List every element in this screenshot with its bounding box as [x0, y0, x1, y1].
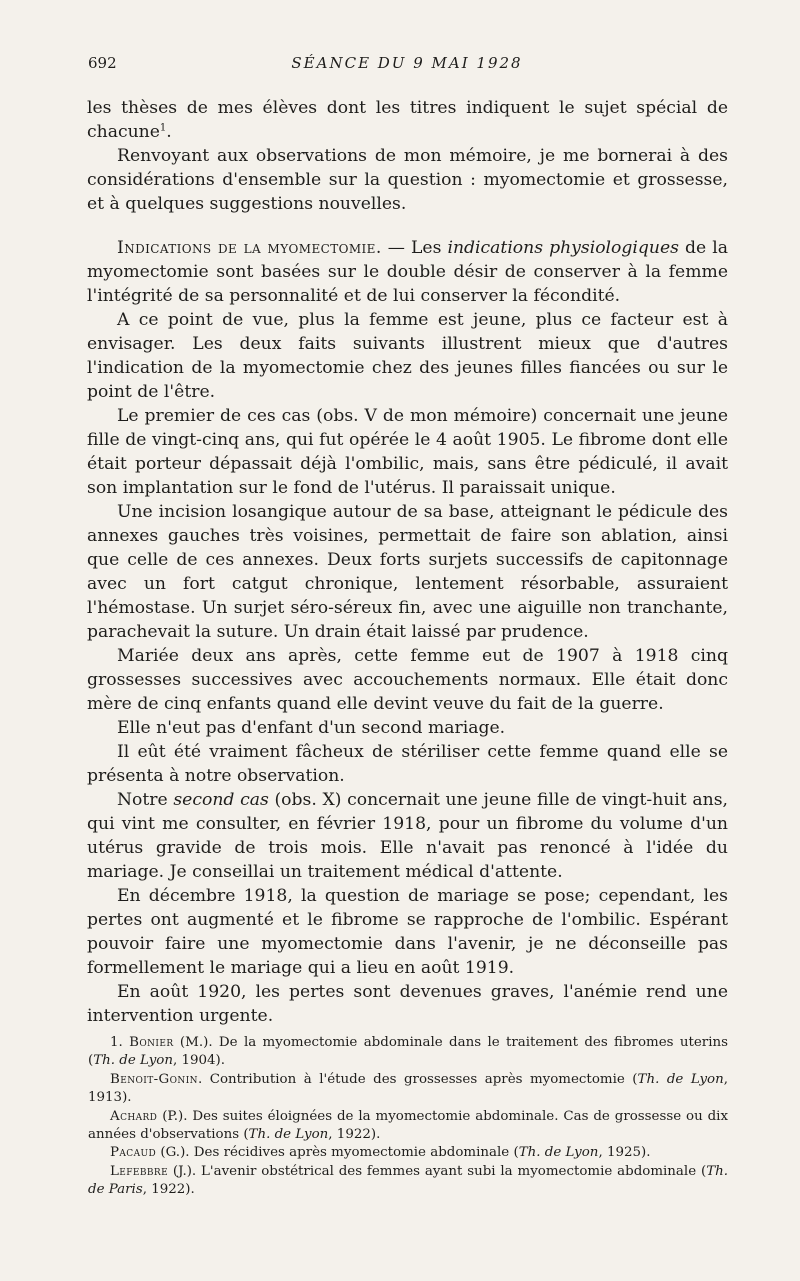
- paragraph: Il eût été vraiment fâcheux de stériliser cette femme quand elle se présenta à notre observation.: [87, 742, 728, 786]
- footnote-author: Pacaud: [110, 1145, 157, 1161]
- paragraph: Mariée deux ans après, cette femme eut de 1907 à 1918 cinq grossesses successives avec accouchements normaux. Elle était donc mère de cinq enfants quand elle devint veuve du fait de la guerre.: [87, 646, 728, 714]
- paragraph: Notre second cas (obs. X) concernait une jeune fille de vingt-huit ans, qui vint me consulter, en février 1918, pour un fibrome du volume d'un utérus gravide de trois mois. Elle n'avait pas renoncé à l'idée du mariage. Je conseillai un traitement médical d'attente.: [87, 790, 728, 882]
- paragraph: Une incision losangique autour de sa base, atteignant le pédicule des annexes gauches très voisines, permettait de faire son ablation, ainsi que celle de ces annexes. Deux forts surjets successifs de capitonnage avec un fort catgut chronique, lentement résorbable, assuraient l'hémostase. Un surjet séro-séreux fin, avec une aiguille non tranchante, parachevait la suture. Un drain était laissé par prudence.: [87, 502, 728, 642]
- footnote: Pacaud (G.). Des récidives après myomectomie abdominale (Th. de Lyon, 1925).: [110, 1145, 651, 1161]
- running-title: SÉANCE DU 9 MAI 1928: [291, 54, 523, 72]
- paragraph: Le premier de ces cas (obs. V de mon mémoire) concernait une jeune fille de vingt-cinq ans, qui fut opérée le 4 août 1905. Le fibrome dont elle était porteur dépassait déjà l'ombilic, mais, sans être pédiculé, il avait son implantation sur le fond de l'utérus. Il paraissait unique.: [87, 406, 728, 498]
- paragraph: Renvoyant aux observations de mon mémoire, je me bornerai à des considérations d'ensemble sur la question : myomectomie et grossesse, et à quelques suggestions nouvelles.: [87, 146, 728, 214]
- footnotes: [88, 1034, 728, 1200]
- footnote-ref: 1: [159, 122, 167, 134]
- paragraph: A ce point de vue, plus la femme est jeune, plus ce facteur est à envisager. Les deux faits suivants illustrent mieux que d'autres l'indication de la myomectomie chez des jeunes filles fiancées ou sur le point de l'être.: [87, 310, 728, 402]
- section-heading: Indications de la myomectomie.: [117, 238, 382, 258]
- footnote: Lefebbre (J.). L'avenir obstétrical des femmes ayant subi la myomectomie abdominale (Th. de Paris, 1922).: [88, 1163, 728, 1198]
- footnote: Benoit-Gonin. Contribution à l'étude des grossesses après myomectomie (Th. de Lyon, 1913).: [88, 1071, 729, 1106]
- footnote-author: Lefebbre: [110, 1163, 169, 1179]
- paragraph: En décembre 1918, la question de mariage se pose; cependant, les pertes ont augmenté et le fibrome se rapproche de l'ombilic. Espérant pouvoir faire une myomectomie dans l'avenir, je ne déconseille pas formellement le mariage qui a lieu en août 1919.: [87, 886, 728, 978]
- footnote: Achard (P.). Des suites éloignées de la myomectomie abdominale. Cas de grossesse ou dix années d'observations (Th. de Lyon, 1922).: [88, 1108, 728, 1143]
- body-text: [87, 96, 728, 1028]
- paragraph: En août 1920, les pertes sont devenues graves, l'anémie rend une intervention urgente.: [87, 982, 728, 1026]
- paragraph: Indications de la myomectomie. — Les indications physiologiques de la myomectomie sont basées sur le double désir de conserver à la femme l'intégrité de sa personnalité et de lui conserver la fécondité.: [87, 238, 728, 306]
- page-number: 692: [88, 54, 117, 72]
- footnote-author: Benoit-Gonin: [110, 1071, 198, 1087]
- paragraph: Elle n'eut pas d'enfant d'un second mariage.: [117, 718, 506, 738]
- page-header: [88, 54, 726, 80]
- footnote-author: Achard: [110, 1108, 158, 1124]
- paragraph: les thèses de mes élèves dont les titres indiquent le sujet spécial de chacune$^1$.: [87, 98, 728, 142]
- footnote-author: Bonier: [129, 1035, 174, 1050]
- footnote: 1. Bonier (M.). De la myomectomie abdominale dans le traitement des fibromes uterins (Th. de Lyon, 1904).: [88, 1035, 728, 1069]
